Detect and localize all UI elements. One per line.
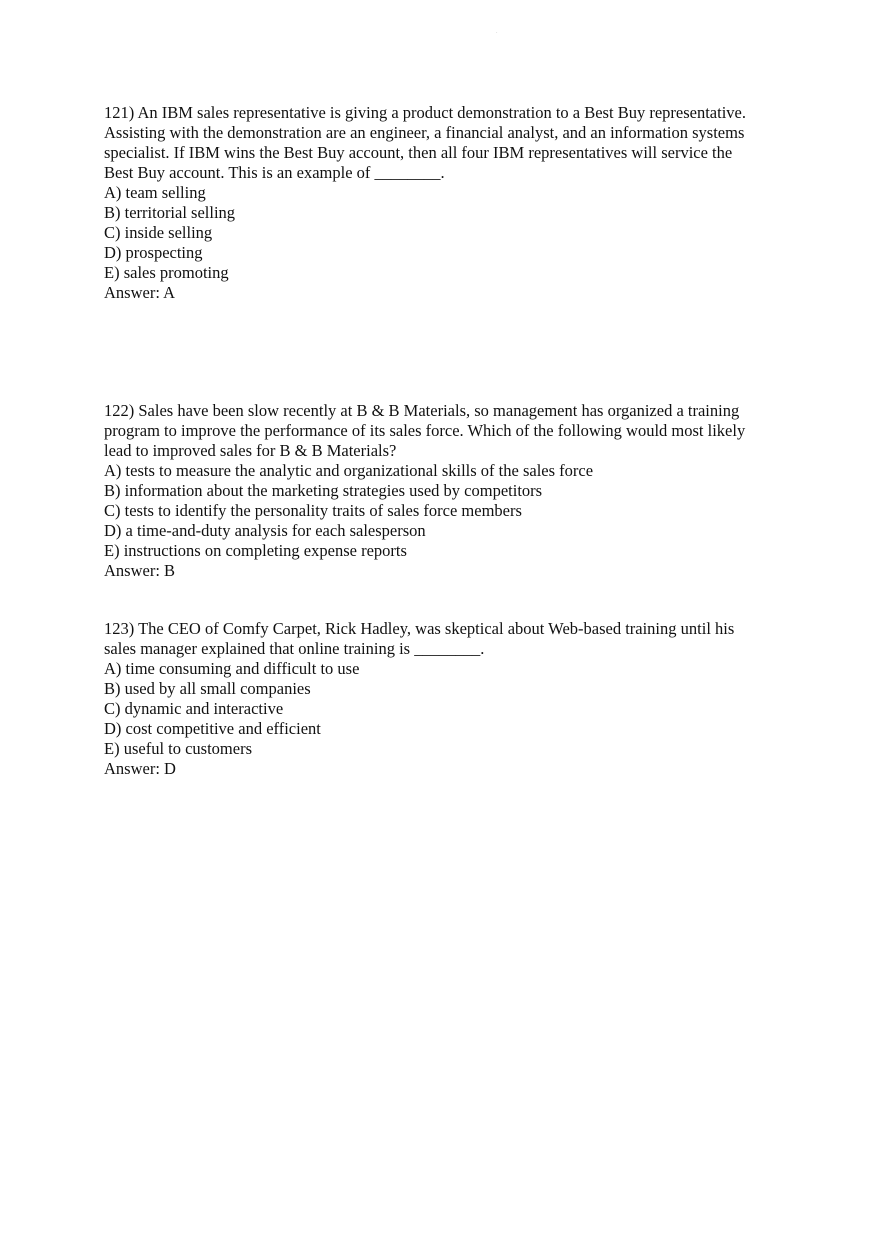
question-stem-line: sales manager explained that online training is ________. [104, 639, 485, 658]
question-stem-line: program to improve the performance of its sales force. Which of the following would most likely [104, 421, 746, 440]
option-c: C) inside selling [104, 223, 213, 242]
option-a: A) team selling [104, 183, 206, 202]
question-stem-line: Best Buy account. This is an example of ________. [104, 163, 445, 182]
question-stem-line: lead to improved sales for B & B Materials? [104, 441, 397, 460]
question-stem-line: 123) The CEO of Comfy Carpet, Rick Hadley, was skeptical about Web-based training until his [104, 619, 735, 638]
option-a: A) tests to measure the analytic and organizational skills of the sales force [104, 461, 594, 480]
option-c: C) dynamic and interactive [104, 699, 284, 718]
option-a: A) time consuming and difficult to use [104, 659, 360, 678]
answer-line: Answer: B [104, 561, 176, 580]
option-b: B) used by all small companies [104, 679, 311, 698]
option-b: B) information about the marketing strategies used by competitors [104, 481, 543, 500]
option-b: B) territorial selling [104, 203, 236, 222]
option-d: D) cost competitive and efficient [104, 719, 321, 738]
question-stem-line: 122) Sales have been slow recently at B & B Materials, so management has organized a training [104, 401, 740, 420]
question-121 [104, 103, 794, 303]
option-e: E) sales promoting [104, 263, 229, 282]
question-stem-line: Assisting with the demonstration are an engineer, a financial analyst, and an information systems [104, 123, 745, 142]
page-mark: . [496, 29, 498, 35]
question-122 [104, 401, 794, 581]
option-d: D) a time-and-duty analysis for each salesperson [104, 521, 426, 540]
question-123 [104, 619, 794, 779]
option-e: E) instructions on completing expense reports [104, 541, 407, 560]
option-d: D) prospecting [104, 243, 203, 262]
option-e: E) useful to customers [104, 739, 253, 758]
question-stem-line: 121) An IBM sales representative is giving a product demonstration to a Best Buy representative. [104, 103, 746, 122]
question-stem-line: specialist. If IBM wins the Best Buy account, then all four IBM representatives will service the [104, 143, 733, 162]
option-c: C) tests to identify the personality traits of sales force members [104, 501, 522, 520]
answer-line: Answer: D [104, 759, 176, 778]
answer-line: Answer: A [104, 283, 176, 302]
